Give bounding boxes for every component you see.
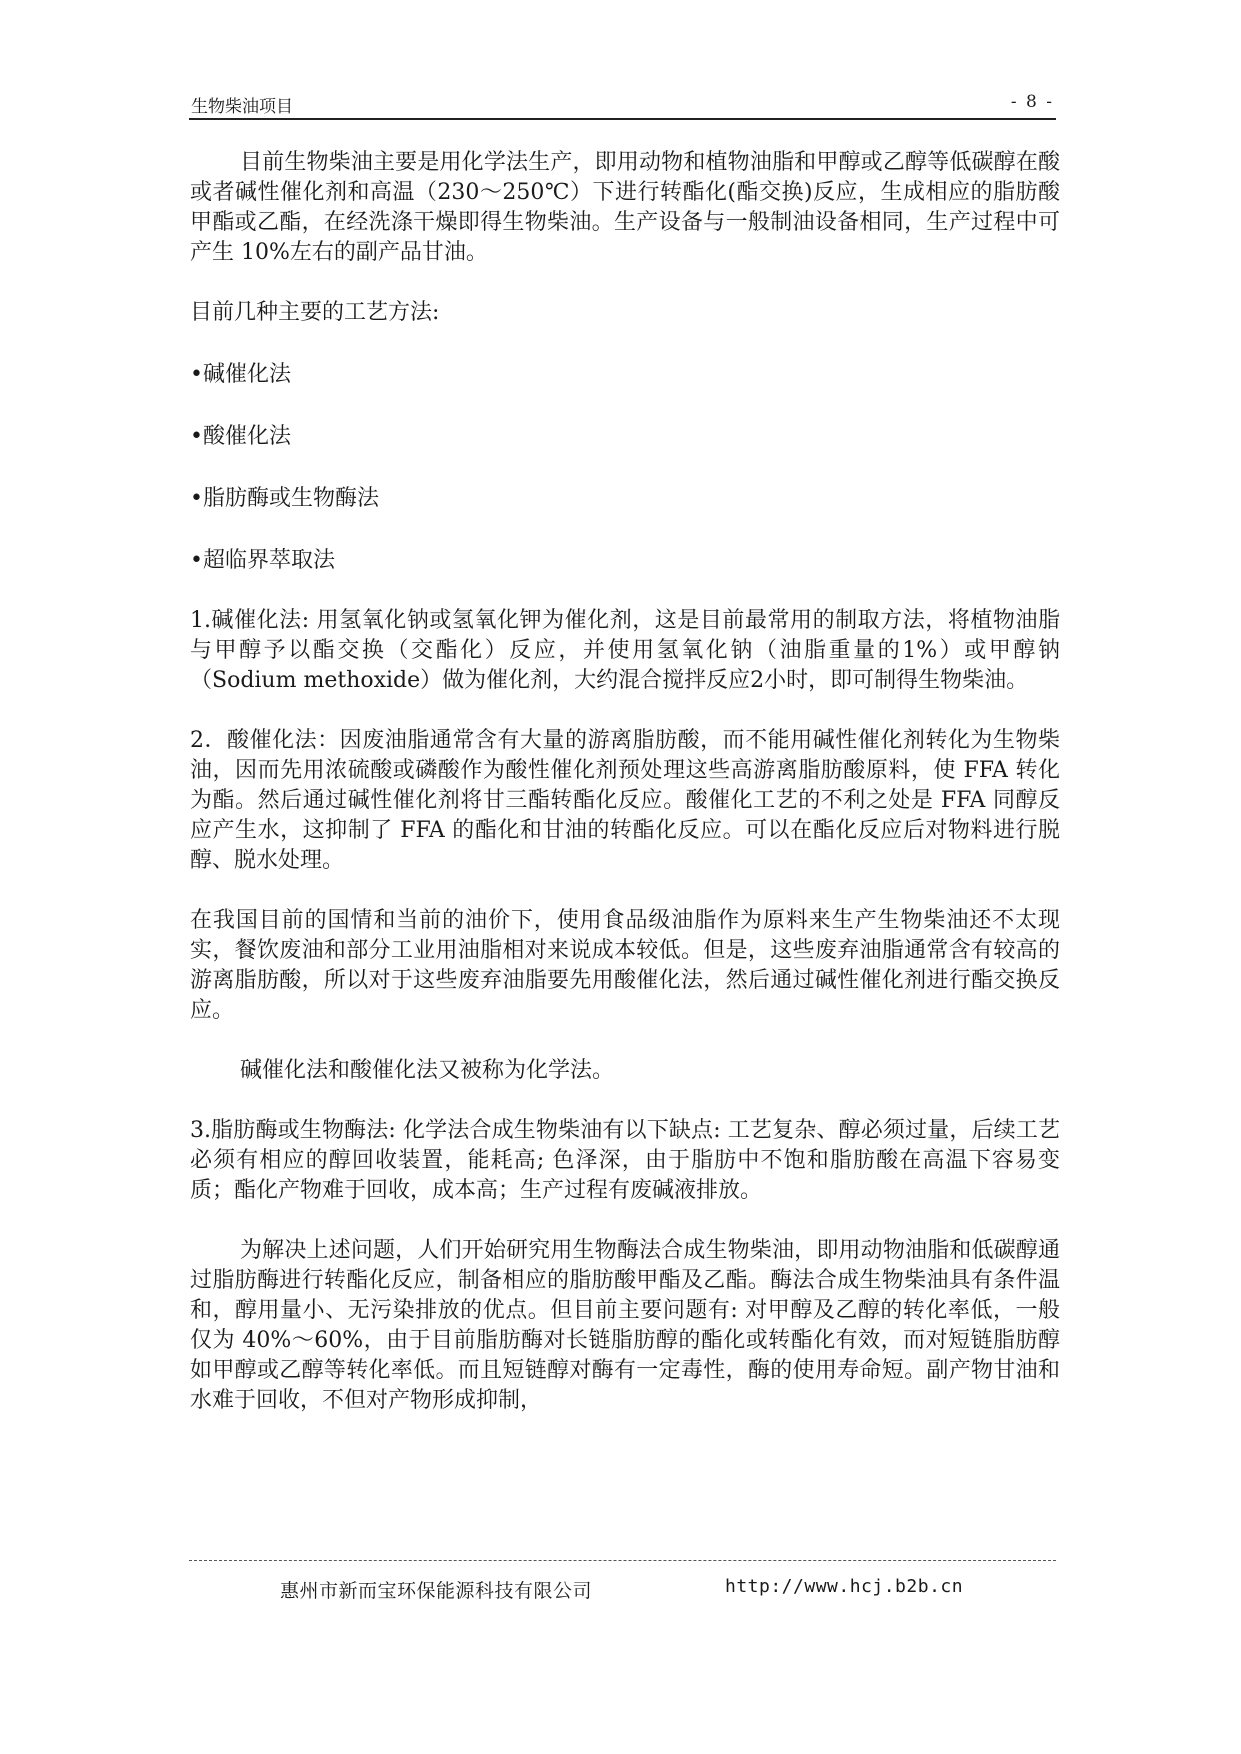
paragraph-enzyme-method: 3.脂肪酶或生物酶法: 化学法合成生物柴油有以下缺点: 工艺复杂、醇必须过量，后续工艺必须有相应的醇回收装置，能耗高; 色泽深，由于脂肪中不饱和脂肪酸在高温下容易变质；酯化产物难于回收，成本高；生产过程有废碱液排放。 bbox=[190, 1118, 1060, 1203]
footer-divider bbox=[189, 1560, 1056, 1561]
document-body bbox=[190, 148, 1060, 1416]
document-title: 生物柴油项目 bbox=[191, 97, 293, 117]
bullet-item-supercritical: •超临界萃取法 bbox=[190, 548, 335, 573]
footer-url: http://www.hcj.b2b.cn bbox=[725, 1576, 964, 1597]
bullet-item-alkali: •碱催化法 bbox=[190, 362, 291, 387]
page-header bbox=[189, 88, 1056, 120]
bullet-item-enzyme: •脂肪酶或生物酶法 bbox=[190, 486, 379, 511]
paragraph-intro: 目前生物柴油主要是用化学法生产，即用动物和植物油脂和甲醇或乙醇等低碳醇在酸或者碱性催化剂和高温（230～250℃）下进行转酯化(酯交换)反应，生成相应的脂肪酸甲酯或乙酯，在经洗涤干燥即得生物柴油。生产设备与一般制油设备相同，生产过程中可产生 10%左右的副产品甘油。 bbox=[190, 150, 1060, 265]
bullet-item-acid: •酸催化法 bbox=[190, 424, 291, 449]
paragraph-methods-heading: 目前几种主要的工艺方法: bbox=[190, 300, 440, 325]
paragraph-acid-method: 2．酸催化法：因废油脂通常含有大量的游离脂肪酸，而不能用碱性催化剂转化为生物柴油，因而先用浓硫酸或磷酸作为酸性催化剂预处理这些高游离脂肪酸原料，使 FFA 转化为酯。然后通过碱性催化剂将甘三酯转酯化反应。酸催化工艺的不利之处是 FFA 同醇反应产生水，这抑制了 FFA 的酯化和甘油的转酯化反应。可以在酯化反应后对物料进行脱醇、脱水处理。 bbox=[190, 728, 1060, 873]
page-number: - 8 - bbox=[1010, 92, 1054, 112]
paragraph-enzyme-solution: 为解决上述问题，人们开始研究用生物酶法合成生物柴油，即用动物油脂和低碳醇通过脂肪酶进行转酯化反应，制备相应的脂肪酸甲酯及乙酯。酶法合成生物柴油具有条件温和，醇用量小、无污染排放的优点。但目前主要问题有: 对甲醇及乙醇的转化率低，一般仅为 40%～60%，由于目前脂肪酶对长链脂肪醇的酯化或转酯化有效，而对短链脂肪醇如甲醇或乙醇等转化率低。而且短链醇对酶有一定毒性，酶的使用寿命短。副产物甘油和水难于回收，不但对产物形成抑制， bbox=[190, 1238, 1060, 1413]
paragraph-alkali-method: 1.碱催化法: 用氢氧化钠或氢氧化钾为催化剂，这是目前最常用的制取方法，将植物油脂与甲醇予以酯交换（交酯化）反应，并使用氢氧化钠（油脂重量的1%）或甲醇钠（Sodium methoxide）做为催化剂，大约混合搅拌反应2小时，即可制得生物柴油。 bbox=[190, 608, 1060, 693]
paragraph-china-context: 在我国目前的国情和当前的油价下，使用食品级油脂作为原料来生产生物柴油还不太现实，餐饮废油和部分工业用油脂相对来说成本较低。但是，这些废弃油脂通常含有较高的游离脂肪酸，所以对于这些废弃油脂要先用酸催化法，然后通过碱性催化剂进行酯交换反应。 bbox=[190, 908, 1060, 1023]
paragraph-chemical-method-note: 碱催化法和酸催化法又被称为化学法。 bbox=[240, 1058, 615, 1083]
footer-company-name: 惠州市新而宝环保能源科技有限公司 bbox=[280, 1580, 593, 1602]
